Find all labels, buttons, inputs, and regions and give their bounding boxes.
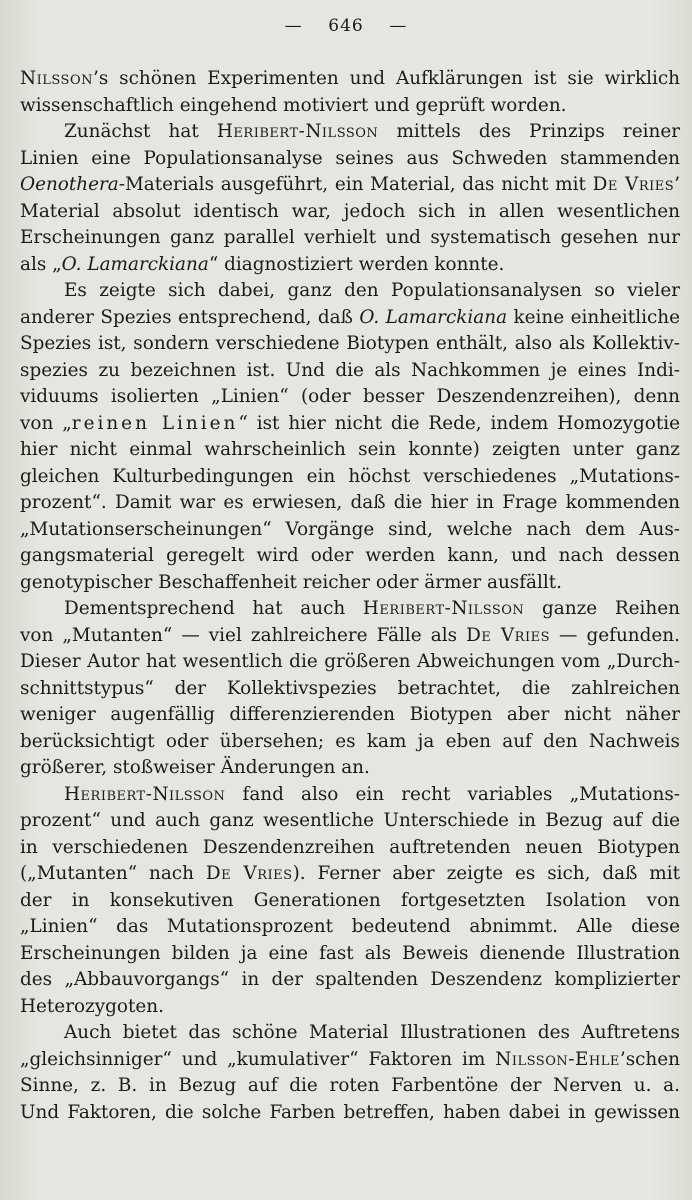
- page-number: 646: [328, 16, 364, 36]
- text-line: weniger augenfällig differenzierenden Biotypen aber nicht näher: [20, 704, 680, 725]
- text-line: „Mutationserscheinungen“ Vorgänge sind, welche nach dem Aus-: [20, 518, 680, 540]
- text-line: Sinne, z. B. in Bezug auf die roten Farbentöne der Nerven u. a.: [20, 1075, 680, 1096]
- text-line: Dementsprechend hat auch Heribert-Nilsson ganze Reihen: [64, 598, 680, 619]
- author-name: De Vries: [466, 624, 550, 646]
- author-name: De Vries: [592, 174, 675, 195]
- author-name: De Vries: [205, 863, 293, 884]
- spaced-term: reinen Linien: [71, 412, 239, 434]
- text-line: Auch bietet das schöne Material Illustrationen des Auftretens: [64, 1022, 680, 1043]
- text-line: des „Abbauvorgangs“ in der spaltenden Deszendenz komplizierter: [20, 969, 680, 990]
- text-line: prozent“. Damit war es erwiesen, daß die hier in Frage kommenden: [20, 492, 680, 513]
- text-line: Linien eine Populationsanalyse seines aus Schweden stammenden: [20, 147, 680, 169]
- species-name: O. Lamarckiana: [61, 253, 209, 275]
- paragraph-4: [20, 596, 680, 782]
- text-line: gleichen Kulturbedingungen ein höchst verschiedenes „Mutations-: [20, 465, 680, 487]
- text-line: Erscheinungen ganz parallel verhielt und systematisch gesehen nur: [20, 227, 680, 248]
- author-name: Heribert-Nilsson: [216, 121, 379, 142]
- paragraph-3: [20, 278, 680, 596]
- author-name: Heribert-Nilsson: [362, 598, 525, 619]
- text-line: „gleichsinniger“ und „kumulativer“ Faktoren im Nilsson-Ehle’schen: [20, 1048, 680, 1070]
- text-line: „Linien“ das Mutationsprozent bedeutend abnimmt. Alle diese: [20, 916, 680, 937]
- species-name: O. Lamarckiana: [359, 306, 508, 328]
- text-line: Heribert-Nilsson fand also ein recht variables „Mutations-: [64, 783, 680, 805]
- text-line: als „O. Lamarckiana“ diagnostiziert werden konnte.: [20, 253, 505, 275]
- text-line: wissenschaftlich eingehend motiviert und geprüft worden.: [20, 94, 567, 116]
- text-line: Material absolut identisch war, jedoch sich in allen wesentlichen: [20, 200, 680, 222]
- paragraph-1: [20, 66, 680, 119]
- text-line: Heterozygoten.: [20, 995, 164, 1017]
- body-text: [20, 66, 680, 1126]
- text-line: („Mutanten“ nach De Vries). Ferner aber zeigte es sich, daß mit: [20, 863, 681, 884]
- text-line: Nilsson’s schönen Experimenten und Aufklärungen ist sie wirklich: [20, 68, 680, 89]
- text-line: Und Faktoren, die solche Farben betreffen, haben dabei in gewissen: [20, 1101, 680, 1123]
- text-line: schnittstypus“ der Kollektivspezies betrachtet, die zahlreichen: [20, 677, 680, 699]
- text-line: der in konsekutiven Generationen fortgesetzten Isolation von: [20, 889, 680, 911]
- text-line: Dieser Autor hat wesentlich die größeren Abweichungen vom „Durch-: [20, 651, 680, 672]
- text-line: größerer, stoßweiser Änderungen an.: [20, 757, 370, 778]
- text-line: Erscheinungen bilden ja eine fast als Beweis dienende Illustration: [20, 942, 680, 964]
- text-line: berücksichtigt oder übersehen; es kam ja eben auf den Nachweis: [20, 730, 680, 752]
- text-line: Spezies ist, sondern verschiedene Biotypen enthält, also als Kollektiv-: [20, 333, 680, 354]
- author-name: Heribert-Nilsson: [64, 783, 226, 805]
- text-line: hier nicht einmal wahrscheinlich sein konnte) zeigten unter ganz: [20, 439, 680, 460]
- paragraph-6: [20, 1020, 680, 1126]
- header-dash-right: —: [389, 16, 408, 36]
- text-line: gangsmaterial geregelt wird oder werden kann, und nach dessen: [20, 545, 680, 566]
- author-name: Nilsson: [20, 68, 93, 89]
- text-line: spezies zu bezeichnen ist. Und die als Nachkommen je eines Indi-: [20, 359, 680, 381]
- paragraph-5: [20, 782, 680, 1021]
- text-line: Zunächst hat Heribert-Nilsson mittels des Prinzips reiner: [64, 121, 681, 142]
- text-line: Oenothera-Materials ausgeführt, ein Material, das nicht mit De Vries’: [20, 174, 680, 195]
- author-name: Nilsson-Ehle: [495, 1048, 620, 1070]
- text-line: anderer Spezies entsprechend, daß O. Lamarckiana keine einheitliche: [20, 306, 680, 328]
- text-line: genotypischer Beschaffenheit reicher oder ärmer ausfällt.: [20, 571, 563, 593]
- text-line: von „Mutanten“ — viel zahlreichere Fälle als De Vries — gefunden.: [20, 624, 680, 646]
- text-line: von „reinen Linien“ ist hier nicht die Rede, indem Homozygotie: [20, 412, 680, 434]
- page-header: [0, 16, 692, 36]
- species-name: Oenothera: [20, 174, 119, 195]
- text-line: viduums isolierten „Linien“ (oder besser Deszendenzreihen), denn: [20, 386, 680, 407]
- text-line: in verschiedenen Deszendenzreihen auftretenden neuen Biotypen: [20, 836, 680, 858]
- paragraph-2: [20, 119, 680, 278]
- header-dash-left: —: [284, 16, 303, 36]
- text-line: Es zeigte sich dabei, ganz den Populationsanalysen so vieler: [64, 280, 680, 301]
- text-line: prozent“ und auch ganz wesentliche Unterschiede in Bezug auf die: [20, 810, 680, 831]
